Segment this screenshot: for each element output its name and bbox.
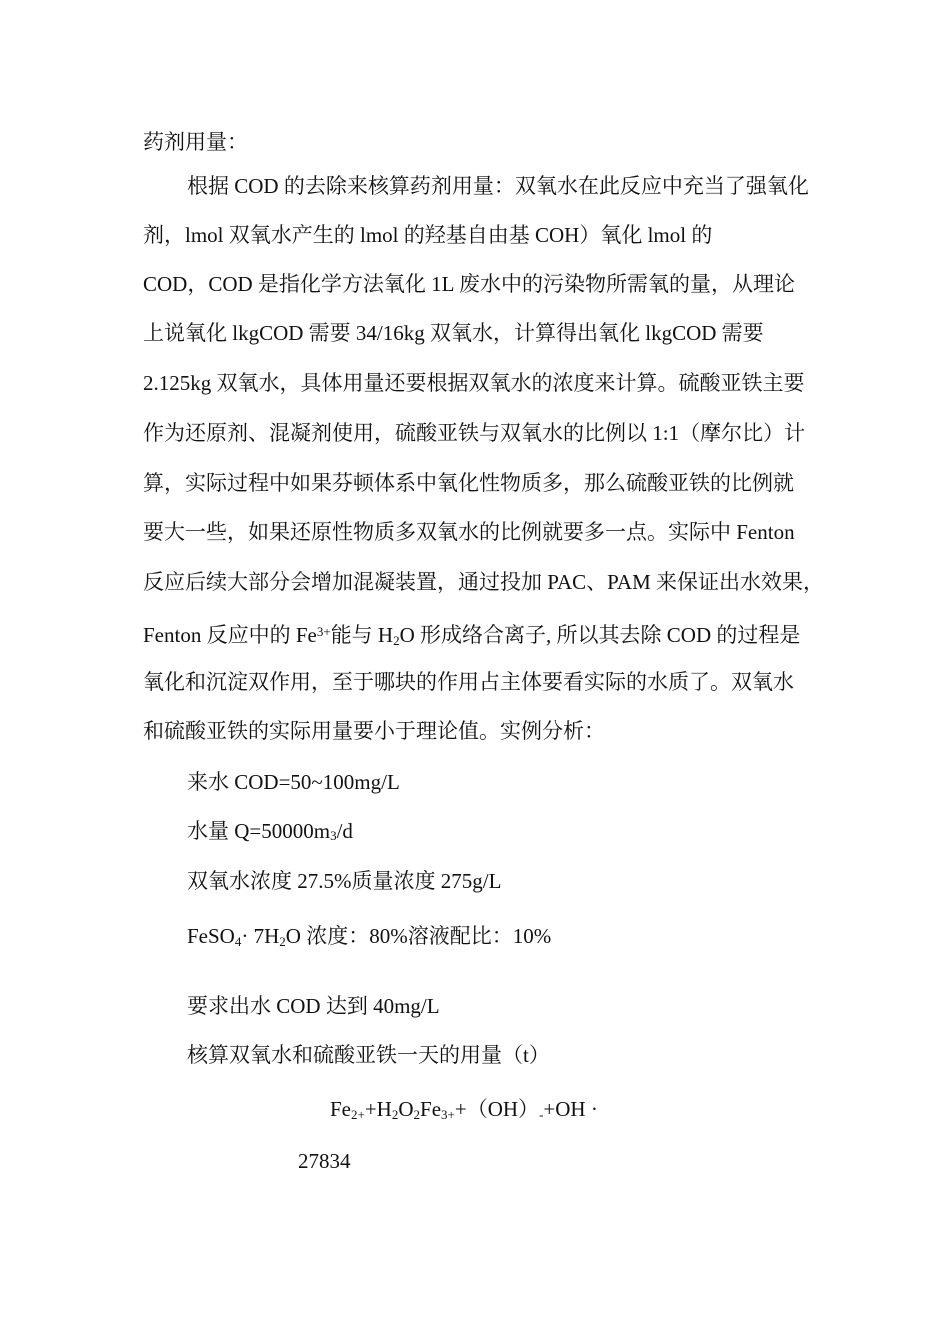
eq-charge: 2+ <box>351 1107 365 1122</box>
eq-charge: - <box>539 1107 544 1122</box>
eq-text: O <box>398 1097 414 1121</box>
molar-masses: 27834 <box>298 1149 351 1173</box>
feso4-subscript: 2 <box>279 934 286 949</box>
inflow-cod: 来水 COD=50~100mg/L <box>187 770 400 794</box>
flow-text: /d <box>336 819 353 843</box>
flow-rate <box>187 817 353 850</box>
paragraph-line: 2.125kg 双氧水，具体用量还要根据双氧水的浓度来计算。硫酸亚铁主要 <box>143 371 805 395</box>
flow-text: 水量 Q=50000m <box>187 819 331 843</box>
fenton-text: 能与 H <box>330 623 394 647</box>
paragraph-line: 算，实际过程中如果芬顿体系中氧化性物质多，那么硫酸亚铁的比例就 <box>143 471 794 495</box>
feso4-subscript: 4 <box>234 934 242 949</box>
feso4-text: FeSO <box>187 924 235 948</box>
paragraph-line: 要大一些，如果还原性物质多双氧水的比例就要多一点。实际中 Fenton <box>143 520 795 544</box>
eq-text: +（OH） <box>454 1097 540 1121</box>
feso4-concentration <box>187 922 551 956</box>
paragraph-line: 和硫酸亚铁的实际用量要小于理论值。实例分析： <box>143 719 605 743</box>
paragraph-line: 反应后续大部分会增加混凝装置，通过投加 PAC、PAM 来保证出水效果， <box>143 570 825 594</box>
eq-text: Fe <box>420 1097 442 1121</box>
eq-subscript: 2 <box>413 1107 421 1122</box>
fenton-text: O 形成络合离子, 所以其去除 COD 的过程是 <box>399 623 801 647</box>
eq-text: Fe <box>330 1097 351 1121</box>
task-statement: 核算双氧水和硫酸亚铁一天的用量（t） <box>187 1043 550 1067</box>
eq-text: +H <box>364 1097 392 1121</box>
paragraph-line: 根据 COD 的去除来核算药剂用量：双氧水在此反应中充当了强氧化 <box>187 174 809 198</box>
eq-charge: 3+ <box>441 1107 455 1122</box>
fenton-line <box>143 618 800 655</box>
feso4-text: · 7H <box>241 924 280 948</box>
section-heading: 药剂用量： <box>143 130 248 154</box>
paragraph-line: COD，COD 是指化学方法氧化 1L 废水中的污染物所需氧的量，从理论 <box>143 272 795 296</box>
paragraph-line: 上说氧化 lkgCOD 需要 34/16kg 双氧水，计算得出氧化 lkgCOD 需要 <box>143 321 764 345</box>
reaction-equation <box>330 1095 598 1129</box>
paragraph-line: 剂，lmol 双氧水产生的 lmol 的羟基自由基 COH）氧化 lmol 的 <box>143 223 713 247</box>
paragraph-line: 作为还原剂、混凝剂使用，硫酸亚铁与双氧水的比例以 1:1（摩尔比）计 <box>143 421 806 445</box>
fe-charge: 3+ <box>316 624 331 639</box>
target-cod: 要求出水 COD 达到 40mg/L <box>187 994 440 1018</box>
h2o2-concentration: 双氧水浓度 27.5%质量浓度 275g/L <box>187 869 502 893</box>
fenton-text: Fenton 反应中的 Fe <box>143 623 317 647</box>
eq-text: +OH · <box>543 1097 598 1121</box>
paragraph-line: 氧化和沉淀双作用，至于哪块的作用占主体要看实际的水质了。双氧水 <box>143 670 794 694</box>
flow-exponent: 3 <box>330 828 337 843</box>
feso4-text: O 浓度：80%溶液配比：10% <box>285 924 552 948</box>
h-subscript: 2 <box>393 633 400 648</box>
eq-subscript: 2 <box>391 1107 399 1122</box>
